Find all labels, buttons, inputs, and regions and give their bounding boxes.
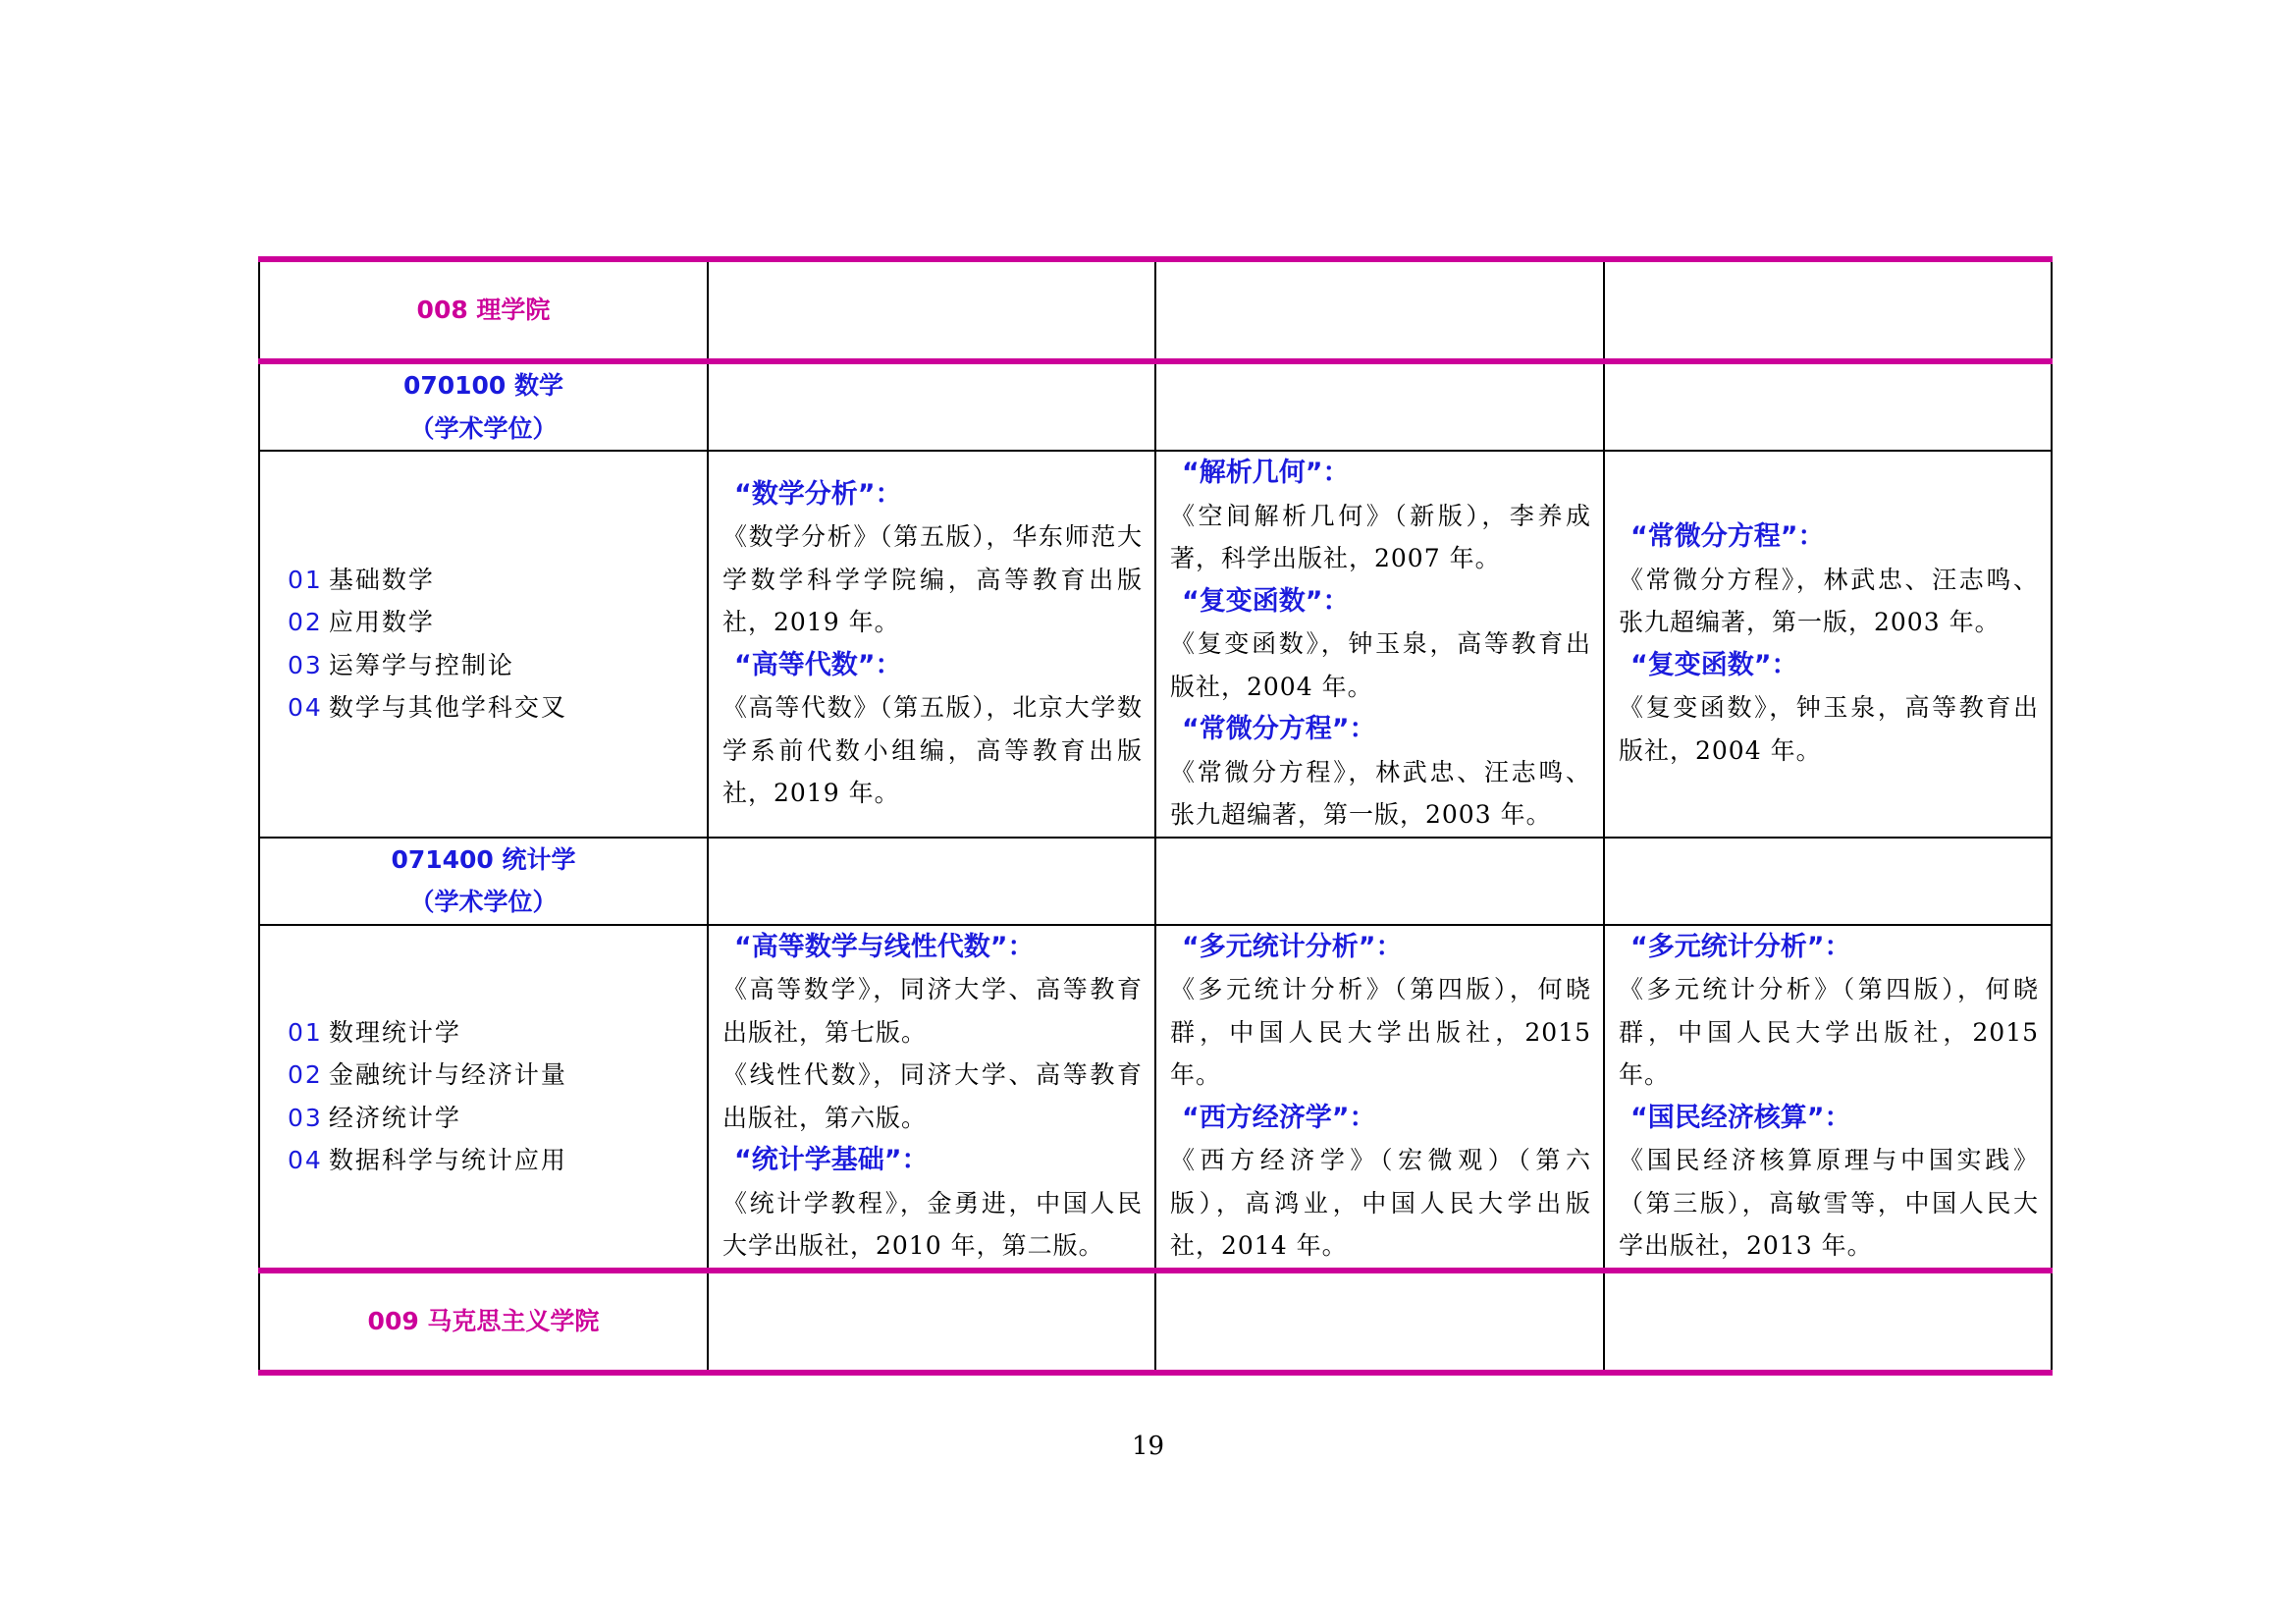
catalog-table (258, 256, 2053, 1376)
reference-book: 《西方经济学》（宏微观）（第六版），高鸿业，中国人民大学出版社，2014 年。 (1170, 1146, 1591, 1260)
reference-book: 《常微分方程》，林武忠、汪志鸣、张九超编著，第一版，2003 年。 (1619, 565, 2039, 637)
empty-cell (1155, 838, 1604, 925)
exam-subject-cell (708, 925, 1155, 1271)
empty-cell (1604, 1271, 2052, 1373)
reference-book: 《常微分方程》，林武忠、汪志鸣、张九超编著，第一版，2003 年。 (1170, 757, 1591, 829)
exam-subject-cell (1155, 925, 1604, 1271)
reference-book: 《国民经济核算原理与中国实践》（第三版），高敏雪等，中国人民大学出版社，2013 年。 (1619, 1146, 2039, 1260)
reference-book: 《高等数学》，同济大学、高等教育出版社，第七版。 (722, 975, 1143, 1047)
major-row (259, 838, 2052, 925)
subject-title: “复变函数”： (1182, 585, 1350, 617)
major-code-name: 071400 统计学 (391, 844, 576, 874)
empty-cell (1155, 1271, 1604, 1373)
subject-title: “西方经济学”： (1182, 1102, 1376, 1133)
direction-item: 04 数学与其他学科交叉 (288, 693, 567, 723)
page-number: 19 (1131, 1432, 1165, 1461)
college-name: 008 理学院 (259, 259, 708, 361)
direction-item: 02 金融统计与经济计量 (288, 1060, 567, 1089)
directions-cell (259, 451, 708, 838)
reference-book: 《数学分析》（第五版），华东师范大学数学科学学院编，高等教育出版社，2019 年。 (722, 522, 1143, 637)
college-row (259, 259, 2052, 361)
reference-book: 《统计学教程》，金勇进，中国人民大学出版社，2010 年，第二版。 (722, 1188, 1143, 1260)
empty-cell (1155, 259, 1604, 361)
major-degree: （学术学位） (409, 413, 558, 443)
subject-title: “高等代数”： (734, 649, 902, 680)
direction-item: 02 应用数学 (288, 608, 435, 637)
subject-title: “统计学基础”： (734, 1145, 929, 1175)
direction-item: 03 运筹学与控制论 (288, 650, 514, 679)
reference-book: 《多元统计分析》（第四版），何晓群，中国人民大学出版社，2015 年。 (1619, 975, 2039, 1089)
reference-book: 《高等代数》（第五版），北京大学数学系前代数小组编，高等教育出版社，2019 年。 (722, 693, 1143, 808)
empty-cell (708, 259, 1155, 361)
subject-title: “高等数学与线性代数”： (734, 931, 1035, 962)
subject-title: “常微分方程”： (1182, 714, 1376, 744)
empty-cell (708, 1271, 1155, 1373)
subject-title: “国民经济核算”： (1630, 1102, 1851, 1133)
direction-item: 04 数据科学与统计应用 (288, 1146, 567, 1174)
exam-subject-cell (1604, 925, 2052, 1271)
college-row (259, 1271, 2052, 1373)
subject-title: “多元统计分析”： (1182, 931, 1403, 962)
subject-title: “数学分析”： (734, 478, 902, 510)
empty-cell (708, 361, 1155, 451)
reference-book: 《复变函数》，钟玉泉，高等教育出版社，2004 年。 (1170, 629, 1591, 701)
subject-title: “多元统计分析”： (1630, 931, 1851, 962)
exam-subject-cell (708, 451, 1155, 838)
empty-cell (1604, 838, 2052, 925)
subject-title: “解析几何”： (1182, 458, 1350, 488)
subject-title: “复变函数”： (1630, 649, 1798, 680)
major-name-cell (259, 361, 708, 451)
college-name: 009 马克思主义学院 (259, 1271, 708, 1373)
major-name-cell (259, 838, 708, 925)
major-row (259, 361, 2052, 451)
empty-cell (1604, 361, 2052, 451)
direction-item: 03 经济统计学 (288, 1103, 461, 1132)
empty-cell (708, 838, 1155, 925)
major-degree: （学术学位） (409, 888, 558, 916)
reference-book: 《线性代数》，同济大学、高等教育出版社，第六版。 (722, 1060, 1143, 1132)
detail-row (259, 451, 2052, 838)
exam-subject-cell (1604, 451, 2052, 838)
reference-book: 《多元统计分析》（第四版），何晓群，中国人民大学出版社，2015 年。 (1170, 975, 1591, 1089)
empty-cell (1604, 259, 2052, 361)
direction-item: 01 基础数学 (288, 565, 435, 594)
empty-cell (1155, 361, 1604, 451)
directions-cell (259, 925, 708, 1271)
direction-item: 01 数理统计学 (288, 1017, 461, 1047)
major-code-name: 070100 数学 (402, 371, 564, 400)
exam-subject-cell (1155, 451, 1604, 838)
subject-title: “常微分方程”： (1630, 521, 1825, 553)
detail-row (259, 925, 2052, 1271)
reference-book: 《空间解析几何》（新版），李养成著，科学出版社，2007 年。 (1170, 501, 1591, 572)
reference-book: 《复变函数》，钟玉泉，高等教育出版社，2004 年。 (1619, 693, 2039, 765)
